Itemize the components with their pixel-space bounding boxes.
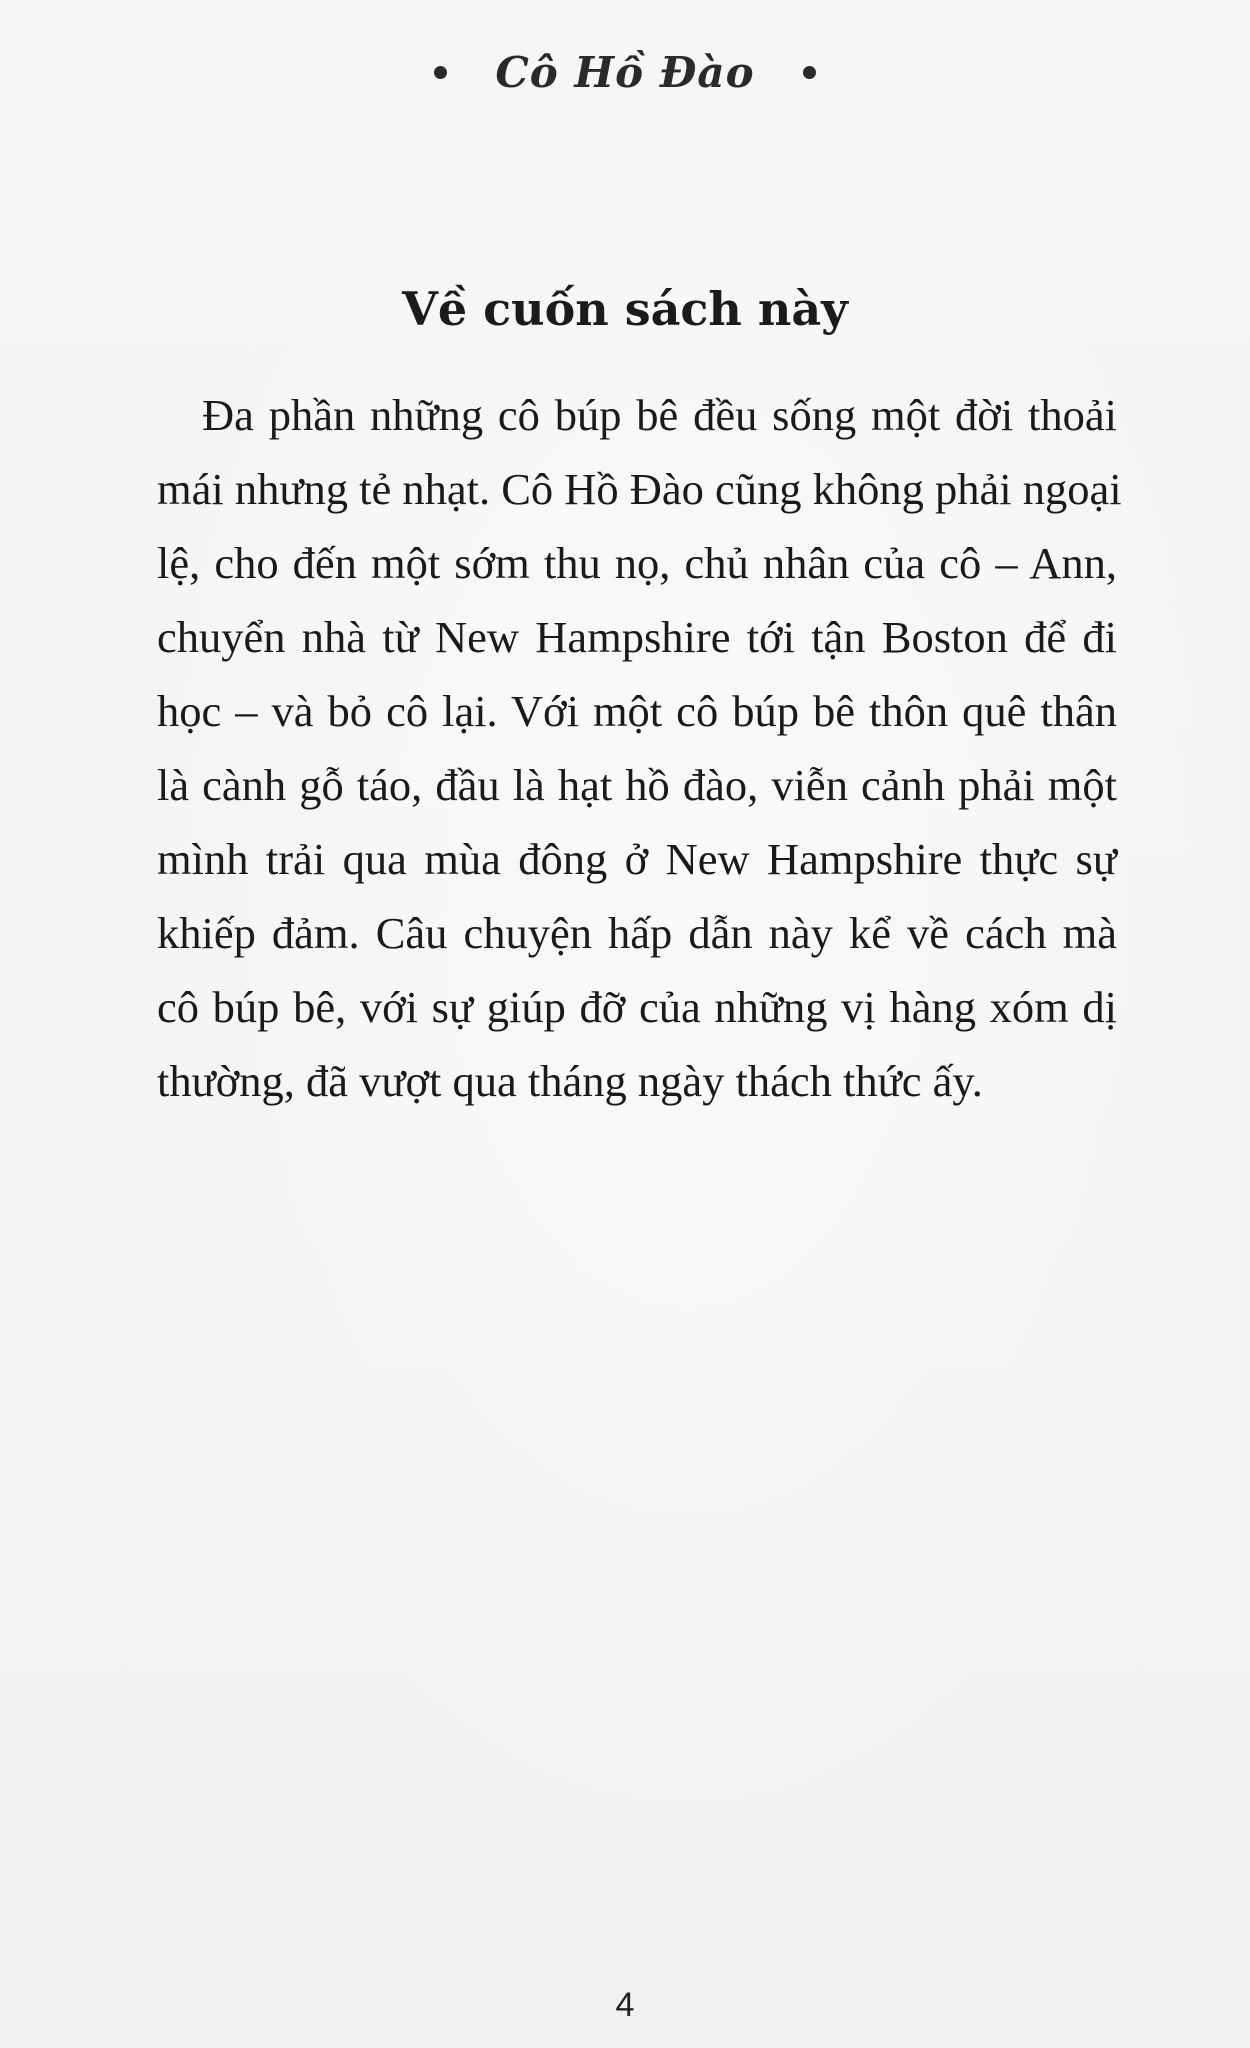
- section-body: [157, 378, 1122, 1118]
- body-line: mái nhưng tẻ nhạt. Cô Hồ Đào cũng không phải ngoại: [157, 464, 1122, 514]
- body-line: là cành gỗ táo, đầu là hạt hồ đào, viễn cảnh phải một: [157, 760, 1117, 810]
- section-title: Về cuốn sách này: [402, 282, 848, 336]
- body-line: chuyển nhà từ New Hampshire tới tận Boston để đi: [157, 612, 1117, 662]
- body-line: cô búp bê, với sự giúp đỡ của những vị hàng xóm dị: [157, 982, 1117, 1032]
- body-line: lệ, cho đến một sớm thu nọ, chủ nhân của cô – Ann,: [157, 538, 1117, 588]
- body-line: học – và bỏ cô lại. Với một cô búp bê thôn quê thân: [157, 686, 1117, 736]
- body-line: mình trải qua mùa đông ở New Hampshire thực sự: [157, 834, 1117, 884]
- page-number: 4: [615, 1986, 635, 2024]
- running-title: Cô Hồ Đào: [495, 48, 755, 97]
- body-line: Đa phần những cô búp bê đều sống một đời thoải: [202, 390, 1117, 440]
- body-line: thường, đã vượt qua tháng ngày thách thức ấy.: [157, 1056, 983, 1106]
- body-line: khiếp đảm. Câu chuyện hấp dẫn này kể về cách mà: [157, 908, 1117, 958]
- bullet-dot-right: [803, 66, 816, 79]
- running-header: [0, 48, 1250, 97]
- bullet-dot-left: [434, 66, 447, 79]
